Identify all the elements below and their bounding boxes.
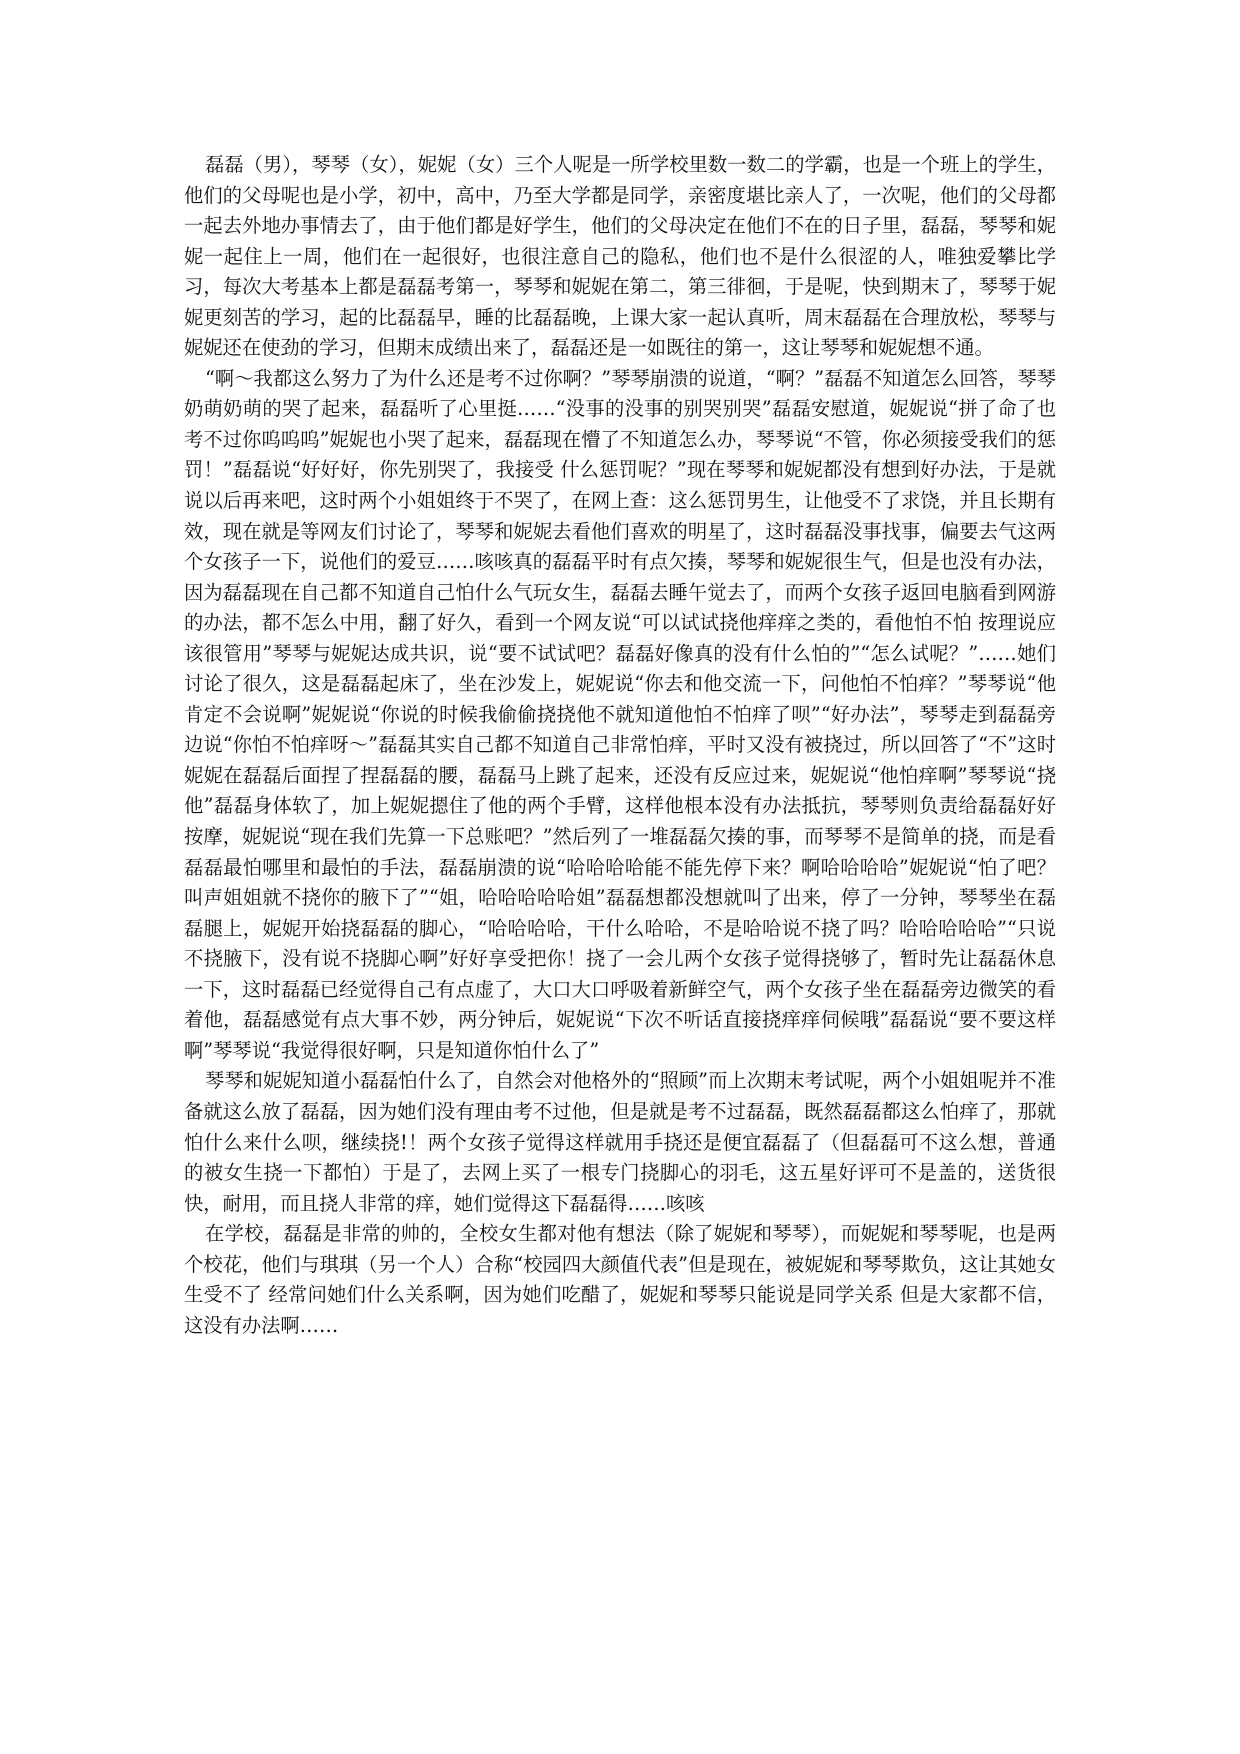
paragraph-2: “啊～我都这么努力了为什么还是考不过你啊？”琴琴崩溃的说道，“啊？”磊磊不知道怎么回答，琴琴奶萌奶萌的哭了起来，磊磊听了心里挺……“没事的没事的别哭别哭”磊磊安慰道，妮妮说“拼了命了也考不过你呜呜呜”妮妮也小哭了起来，磊磊现在懵了不知道怎么办，琴琴说“不管，你必须接受我们的惩罚！”磊磊说“好好好，你先别哭了，我接受 什么惩罚呢？”现在琴琴和妮妮都没有想到好办法，于是就说以后再来吧，这时两个小姐姐终于不哭了，在网上查：这么惩罚男生，让他受不了求饶，并且长期有效，现在就是等网友们讨论了，琴琴和妮妮去看他们喜欢的明星了，这时磊磊没事找事，偏要去气这两个女孩子一下，说他们的爱豆……咳咳真的磊磊平时有点欠揍，琴琴和妮妮很生气，但是也没有办法，因为磊磊现在自己都不知道自己怕什么气玩女生，磊磊去睡午觉去了，而两个女孩子返回电脑看到网游的办法，都不怎么中用，翻了好久，看到一个网友说“可以试试挠他痒痒之类的，看他怕不怕 按理说应该很管用”琴琴与妮妮达成共识，说“要不试试吧？磊磊好像真的没有什么怕的”“怎么试呢？”……她们讨论了很久，这是磊磊起床了，坐在沙发上，妮妮说“你去和他交流一下，问他怕不怕痒？”琴琴说“他肯定不会说啊”妮妮说“你说的时候我偷偷挠挠他不就知道他怕不怕痒了呗”“好办法”，琴琴走到磊磊旁边说“你怕不怕痒呀～”磊磊其实自己都不知道自己非常怕痒，平时又没有被挠过，所以回答了“不”这时妮妮在磊磊后面捏了捏磊磊的腰，磊磊马上跳了起来，还没有反应过来，妮妮说“他怕痒啊”琴琴说“挠他”磊磊身体软了，加上妮妮摁住了他的两个手臂，这样他根本没有办法抵抗，琴琴则负责给磊磊好好按摩，妮妮说“现在我们先算一下总账吧？”然后列了一堆磊磊欠揍的事，而琴琴不是简单的挠，而是看磊磊最怕哪里和最怕的手法，磊磊崩溃的说“哈哈哈哈能不能先停下来？啊哈哈哈哈”妮妮说“怕了吧？叫声姐姐就不挠你的腋下了”“姐，哈哈哈哈哈姐”磊磊想都没想就叫了出来，停了一分钟，琴琴坐在磊磊腿上，妮妮开始挠磊磊的脚心，“哈哈哈哈，干什么哈哈，不是哈哈说不挠了吗？哈哈哈哈哈”“只说不挠腋下，没有说不挠脚心啊”好好享受把你！挠了一会儿两个女孩子觉得挠够了，暂时先让磊磊休息一下，这时磊磊已经觉得自己有点虚了，大口大口呼吸着新鲜空气，两个女孩子坐在磊磊旁边微笑的看着他，磊磊感觉有点大事不妙，两分钟后，妮妮说“下次不听话直接挠痒痒伺候哦”磊磊说“要不要这样啊”琴琴说“我觉得很好啊，只是知道你怕什么了” [184,366,1056,1062]
document-page [184,150,1056,1341]
paragraph-3: 琴琴和妮妮知道小磊磊怕什么了，自然会对他格外的“照顾”而上次期末考试呢，两个小姐姐呢并不准备就这么放了磊磊，因为她们没有理由考不过他，但是就是考不过磊磊，既然磊磊都这么怕痒了，那就怕什么来什么呗，继续挠!！两个女孩子觉得这样就用手挠还是便宜磊磊了（但磊磊可不这么想，普通的被女生挠一下都怕）于是了，去网上买了一根专门挠脚心的羽毛，这五星好评可不是盖的，送货很快，耐用，而且挠人非常的痒，她们觉得这下磊磊得……咳咳 [184,1069,1056,1215]
paragraph-1: 磊磊（男），琴琴（女），妮妮（女）三个人呢是一所学校里数一数二的学霸，也是一个班上的学生，他们的父母呢也是小学，初中，高中，乃至大学都是同学，亲密度堪比亲人了，一次呢，他们的父母都一起去外地办事情去了，由于他们都是好学生，他们的父母决定在他们不在的日子里，磊磊，琴琴和妮妮一起住上一周，他们在一起很好，也很注意自己的隐私，他们也不是什么很涩的人，唯独爱攀比学习，每次大考基本上都是磊磊考第一，琴琴和妮妮在第二，第三徘徊，于是呢，快到期末了，琴琴于妮妮更刻苦的学习，起的比磊磊早，睡的比磊磊晚，上课大家一起认真听，周末磊磊在合理放松，琴琴与妮妮还在使劲的学习，但期末成绩出来了，磊磊还是一如既往的第一，这让琴琴和妮妮想不通。 [184,153,1056,360]
paragraph-4: 在学校，磊磊是非常的帅的，全校女生都对他有想法（除了妮妮和琴琴），而妮妮和琴琴呢，也是两个校花，他们与琪琪（另一个人）合称“校园四大颜值代表”但是现在，被妮妮和琴琴欺负，这让其她女生受不了 经常问她们什么关系啊，因为她们吃醋了，妮妮和琴琴只能说是同学关系 但是大家都不信，这没有办法啊…… [184,1222,1056,1337]
